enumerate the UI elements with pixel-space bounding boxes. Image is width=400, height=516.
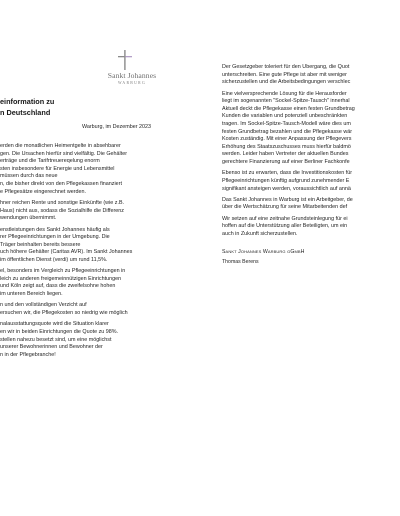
text-line: hoffen auf die Unterstützung aller Beteiligten, um ein — [222, 223, 348, 230]
text-line: sicherzustellen und die Arbeitsbedingungen verschlec — [222, 79, 351, 86]
right-paragraph-5 — [222, 216, 400, 239]
signature-person: Thomas Berens — [222, 259, 259, 266]
text-line: festen Grundbetrag bezahlen und die Pflegekasse wär — [222, 128, 353, 135]
cross-logo-icon — [118, 50, 132, 70]
text-line: uch höhere Gehälter (Caritas AVR). Im Sankt Johannes — [0, 249, 133, 256]
text-line: Kosten zuständig. Mit einer Anpassung der Pflegevers — [222, 136, 352, 143]
text-line: Pflegeeinrichtungen künftig aufgrund zunehmender E — [222, 177, 350, 184]
text-line: el, besonders im Vergleich zu Pflegeeinrichtungen in — [0, 268, 126, 275]
text-line: hner reichen Rente und sonstige Einkünfte (wie z.B. — [0, 199, 125, 206]
text-line: rer Pflegeeinrichtungen in der Umgebung. Die — [0, 234, 110, 241]
text-line: sten insbesondere für Energie und Lebensmittel — [0, 165, 115, 172]
heading-line-2: n Deutschland — [0, 108, 51, 117]
left-paragraph-3 — [0, 227, 153, 265]
text-line: Das Sankt Johannes in Warburg ist ein Arbeitgeber, de — [222, 196, 353, 203]
text-line: tragen. Im Sockel-Spitze-Tausch-Modell wäre dies um — [222, 120, 351, 127]
text-line: über die Wertschätzung für seine Mitarbeitenden def — [222, 204, 348, 211]
right-paragraph-4 — [222, 197, 400, 212]
text-line: Träger beinhalten bereits bessere — [0, 241, 81, 248]
left-paragraph-6 — [0, 321, 153, 359]
text-line: werden. Leider haben Vertreter der aktuellen Bundes — [222, 151, 349, 158]
text-line: n, die bisher direkt von den Pflegekassen finanziert — [0, 180, 122, 187]
left-paragraph-1 — [0, 143, 153, 196]
text-line: Der Gesetzgeber toleriert für den Übergang, die Quot — [222, 64, 350, 70]
text-line: Erhöhung des Staatszuschusses muss hierfür baldmö — [222, 143, 351, 150]
text-line: müssen durch das neue — [0, 173, 58, 180]
right-paragraph-3 — [222, 170, 400, 193]
text-line: im öffentlichen Dienst (verdi) um rund 11,5%. — [0, 256, 108, 263]
text-line: unterschreiten. Eine gute Pflege ist aber mit weniger — [222, 71, 347, 78]
text-line: Kunden die variablen und potenziell unbeschränkten — [222, 113, 348, 120]
left-paragraph-2 — [0, 200, 153, 223]
text-line: erden die monatlichen Heimentgelte in absehbarer — [0, 143, 121, 149]
dateline: Warburg, im Dezember 2023 — [82, 124, 152, 130]
logo-name: Sankt Johannes — [107, 71, 157, 80]
text-line: Haus) nicht aus, sodass die Sozialhilfe die Differenz — [0, 207, 124, 214]
text-line: gerechtere Finanzierung auf einer Berliner Fachkonfe — [222, 158, 350, 165]
right-paragraph-2 — [222, 91, 400, 167]
signature-block — [222, 249, 400, 267]
text-line: n in der Pflegebranche! — [0, 351, 56, 358]
text-line: nalausstattungsquote wird die Situation klarer — [0, 321, 109, 328]
text-line: wendungen übernimmt. — [0, 215, 57, 222]
text-line: n und den vollständigen Verzicht auf — [0, 302, 87, 309]
text-line: erträge und die Tarifrtreuereqelung enorm — [0, 158, 100, 165]
text-line: auch in Zukunft sicherzustellen. — [222, 231, 298, 238]
text-line: Aktuell deckt die Pflegekasse einen festen Grundbetrag — [222, 105, 355, 112]
text-line: enstleistungen des Sankt Johannes häufig als — [0, 226, 110, 233]
left-paragraph-4 — [0, 268, 153, 298]
text-line: unserer Bewohnerinnen und Bewohner der — [0, 344, 103, 351]
text-line: e Pflegesätze eingerechnet werden. — [0, 188, 87, 195]
signature-organization: Sankt Johannes Warburg gGmbH — [222, 248, 305, 255]
left-column — [0, 143, 153, 363]
text-line: ersuchen wir, die Pflegekosten so niedrig wie möglich — [0, 310, 128, 317]
text-line: Wir setzen auf eine zeitnahe Grundsteinlegung für ei — [222, 215, 348, 222]
text-line: und Köln zeigt auf, dass die zweifelsohne hohen — [0, 283, 116, 290]
logo-subtitle: WARBURG — [117, 81, 147, 85]
text-line: leich zu anderen freigemeinnützigen Einrichtungen — [0, 275, 122, 282]
right-paragraph-1 — [222, 64, 400, 87]
logo — [97, 50, 167, 92]
left-paragraph-5 — [0, 302, 153, 317]
text-line: liegt im sogenannten "Sockel-Spitze-Tausch" innerhal — [222, 98, 350, 105]
text-line: Eine vielversprechende Lösung für die Herausforder — [222, 90, 347, 97]
text-line: gen. Die Ursachen hierfür sind vielfältig. Die Gehälter — [0, 150, 128, 157]
text-line: im unteren Bereich liegen. — [0, 291, 63, 298]
text-line: stellen nahezu besetzt sind, um eine möglichst — [0, 336, 112, 343]
text-line: signifikant ansteigen werden, voraussichtlich auf annä — [222, 185, 351, 192]
heading-line-1: einformation zu — [0, 97, 55, 106]
text-line: en wir in beiden Einrichtungen die Quote zu 98%. — [0, 329, 119, 336]
text-line: Ebenso ist zu erwarten, dass die Investitionskosten für — [222, 170, 353, 177]
right-column — [222, 64, 400, 267]
